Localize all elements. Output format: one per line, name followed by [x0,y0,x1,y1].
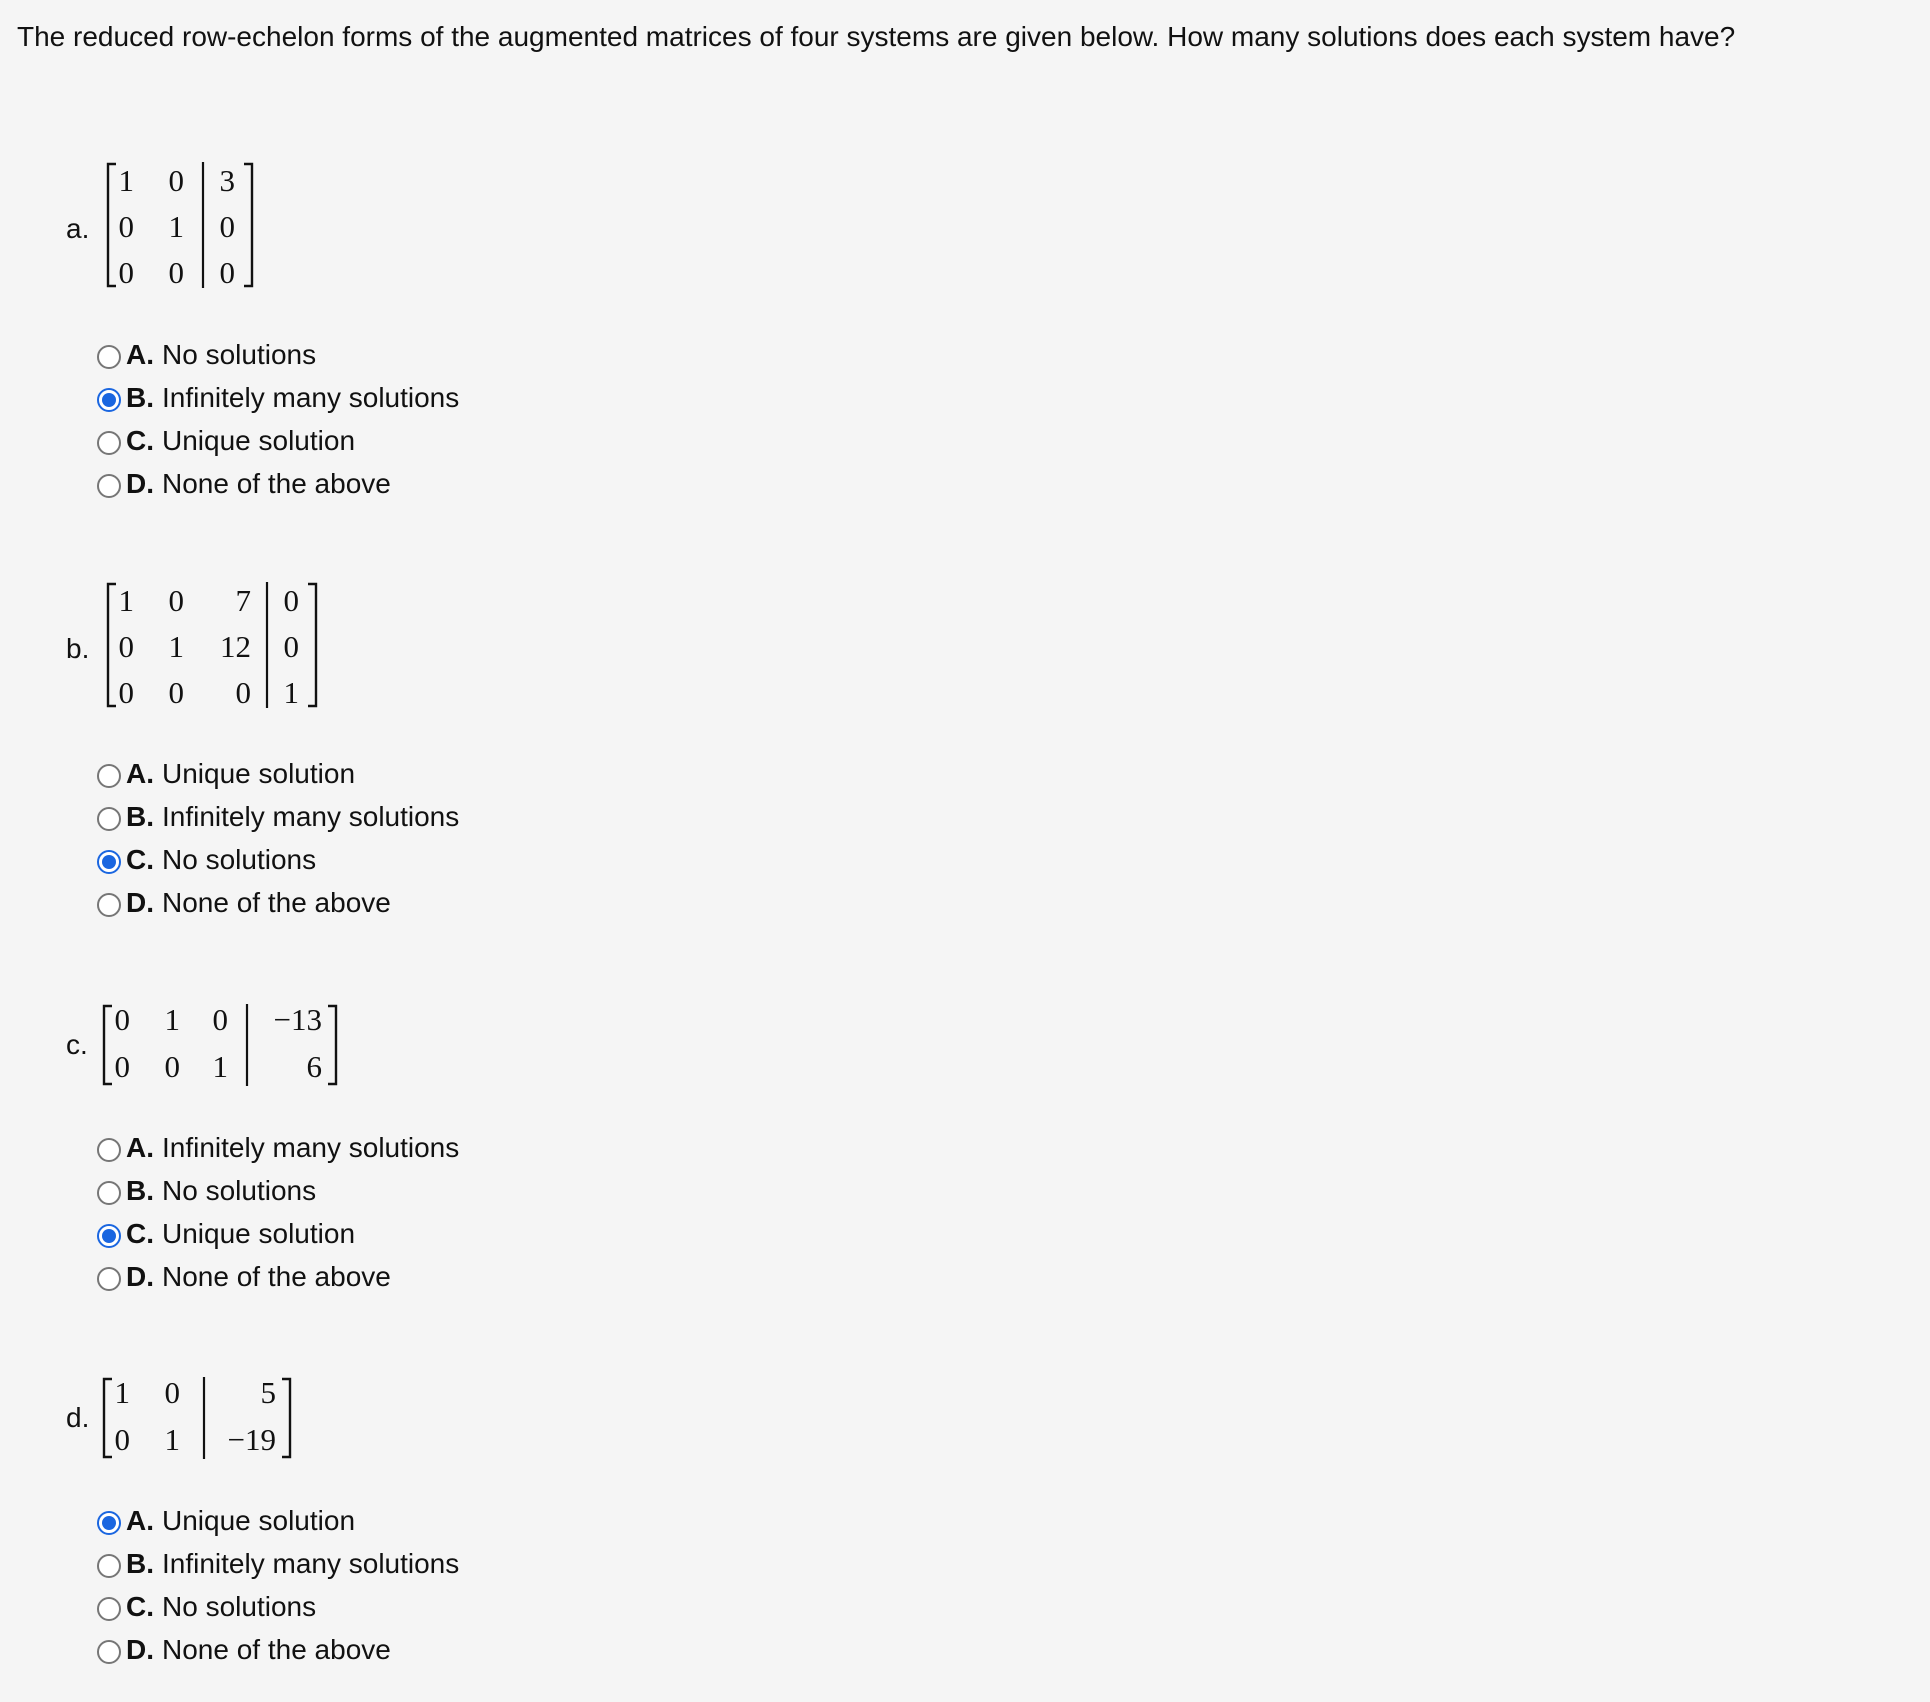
option-text: Unique solution [162,1504,356,1536]
option-text: No solutions [162,1590,317,1622]
option-b-A[interactable] [97,752,459,795]
option-letter: D. [126,1260,154,1292]
matrix-a-cell: 0 [118,255,134,290]
option-text: Infinitely many solutions [162,1131,460,1163]
radio-button[interactable] [97,764,121,788]
option-text: None of the above [162,1260,391,1292]
matrix-d-cell: 5 [260,1375,276,1410]
options-d [97,1499,459,1671]
matrix-b-cell: 1 [118,583,134,618]
radio-button[interactable] [97,893,121,917]
matrix-c-cell: 0 [114,1049,130,1084]
option-letter: C. [126,424,154,456]
option-a-C[interactable] [97,419,459,462]
option-text: Unique solution [162,424,356,456]
matrix-a-cell: 0 [168,255,184,290]
options-c [97,1126,459,1298]
option-text: None of the above [162,1633,391,1665]
matrix-c-cell: 0 [212,1002,228,1037]
part-label: c. [66,1029,88,1060]
option-letter: C. [126,1590,154,1622]
matrix-a-cell: 0 [118,209,134,244]
option-text: No solutions [162,843,317,875]
option-letter: D. [126,886,154,918]
matrix-b-cell: 7 [235,583,251,618]
matrix-a [104,160,264,290]
matrix-b-cell: 0 [168,583,184,618]
matrix-b-cell: 0 [118,675,134,710]
option-c-A[interactable] [97,1126,459,1169]
radio-button[interactable] [97,1640,121,1664]
matrix-b-cell: 0 [283,583,299,618]
matrix-d-cell: 1 [114,1375,130,1410]
question-text: The reduced row-echelon forms of the augmented matrices of four systems are given below. How many solutions does each system have? [17,21,1736,52]
option-a-B[interactable] [97,376,459,419]
option-text: Infinitely many solutions [162,800,460,832]
matrix-a-cell: 3 [219,163,235,198]
option-b-D[interactable] [97,881,459,924]
matrix-a-svg [104,160,264,290]
radio-button[interactable] [97,1181,121,1205]
option-letter: C. [126,843,154,875]
matrix-a-cell: 0 [168,163,184,198]
option-text: Unique solution [162,757,356,789]
option-d-A[interactable] [97,1499,459,1542]
matrix-a-cell: 1 [168,209,184,244]
matrix-d [104,1373,304,1461]
matrix-c-cell: 0 [164,1049,180,1084]
matrix-c-cell: 1 [164,1002,180,1037]
matrix-a-cell: 1 [118,163,134,198]
matrix-b [104,580,324,710]
matrix-c-cell: 0 [114,1002,130,1037]
option-a-D[interactable] [97,462,459,505]
option-a-A[interactable] [97,333,459,376]
option-letter: A. [126,1504,154,1536]
option-letter: B. [126,1547,154,1579]
matrix-c [104,1000,344,1088]
option-letter: D. [126,467,154,499]
matrix-c-cell: −13 [273,1002,322,1037]
option-d-C[interactable] [97,1585,459,1628]
matrix-c-cell: 1 [212,1049,228,1084]
matrix-d-svg [104,1373,304,1461]
matrix-a-cell: 0 [219,209,235,244]
option-c-D[interactable] [97,1255,459,1298]
option-letter: A. [126,757,154,789]
option-d-D[interactable] [97,1628,459,1671]
options-b [97,752,459,924]
option-text: No solutions [162,338,317,370]
option-letter: D. [126,1633,154,1665]
radio-button[interactable] [97,388,121,412]
matrix-b-cell: 0 [118,629,134,664]
radio-button[interactable] [97,850,121,874]
option-letter: C. [126,1217,154,1249]
matrix-b-svg [104,580,324,710]
matrix-d-cell: 0 [164,1375,180,1410]
radio-button[interactable] [97,1138,121,1162]
matrix-b-cell: 1 [168,629,184,664]
part-label: a. [66,213,90,244]
option-c-C[interactable] [97,1212,459,1255]
option-text: Unique solution [162,1217,356,1249]
matrix-d-cell: 1 [164,1422,180,1457]
radio-button[interactable] [97,1554,121,1578]
matrix-d-cell: 0 [114,1422,130,1457]
option-b-C[interactable] [97,838,459,881]
matrix-c-svg [104,1000,344,1088]
matrix-b-cell: 0 [283,629,299,664]
option-letter: B. [126,800,154,832]
matrix-b-cell: 0 [235,675,251,710]
option-d-B[interactable] [97,1542,459,1585]
radio-button[interactable] [97,807,121,831]
option-c-B[interactable] [97,1169,459,1212]
radio-button[interactable] [97,1511,121,1535]
radio-button[interactable] [97,431,121,455]
matrix-b-cell: 1 [283,675,299,710]
option-letter: A. [126,1131,154,1163]
option-b-B[interactable] [97,795,459,838]
radio-button[interactable] [97,474,121,498]
option-text: Infinitely many solutions [162,1547,460,1579]
radio-button[interactable] [97,345,121,369]
option-letter: B. [126,381,154,413]
matrix-a-cell: 0 [219,255,235,290]
option-letter: B. [126,1174,154,1206]
matrix-d-cell: −19 [227,1422,276,1457]
option-text: None of the above [162,886,391,918]
radio-button[interactable] [97,1597,121,1621]
matrix-b-cell: 12 [220,629,251,664]
matrix-c-cell: 6 [306,1049,322,1084]
option-text: Infinitely many solutions [162,381,460,413]
options-a [97,333,459,505]
part-label: b. [66,633,90,664]
option-letter: A. [126,338,154,370]
option-text: No solutions [162,1174,317,1206]
part-label: d. [66,1402,90,1433]
option-text: None of the above [162,467,391,499]
radio-button[interactable] [97,1267,121,1291]
radio-button[interactable] [97,1224,121,1248]
matrix-b-cell: 0 [168,675,184,710]
